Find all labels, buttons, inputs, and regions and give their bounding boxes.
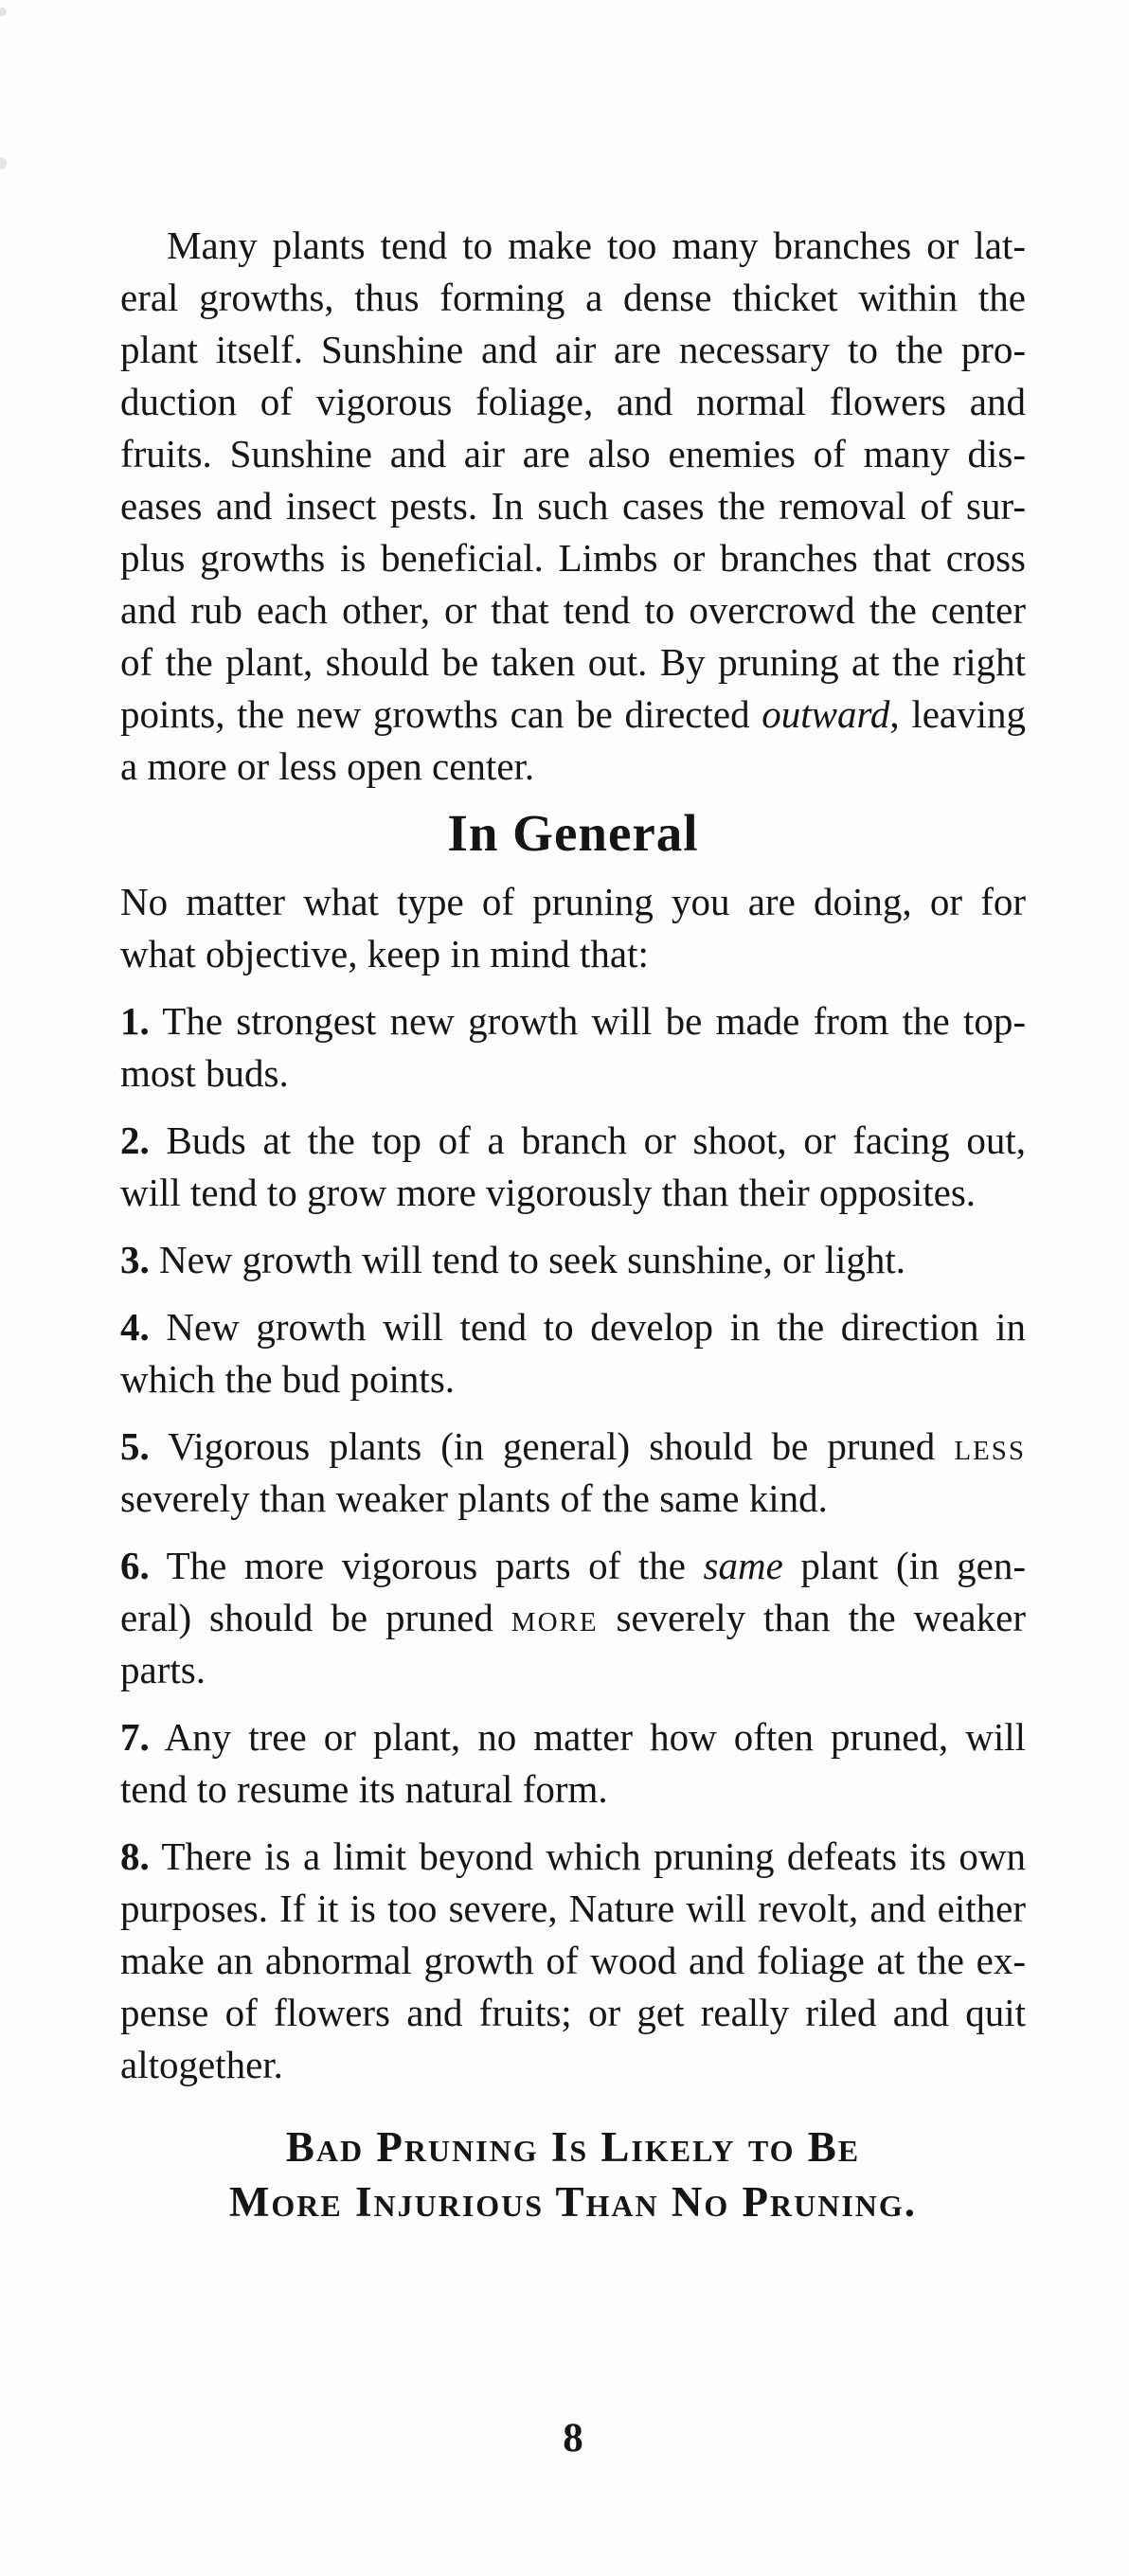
bold-text: 4. bbox=[120, 1305, 150, 1349]
section-heading: In General bbox=[447, 804, 699, 862]
small-caps-text: more bbox=[511, 1596, 599, 1639]
scan-artifact bbox=[0, 8, 7, 16]
text-line bbox=[120, 220, 1026, 272]
body-text: eral) should be pruned bbox=[120, 1596, 511, 1639]
list-item-1 bbox=[120, 995, 1026, 1100]
body-text: what objective, keep in mind that: bbox=[120, 932, 649, 975]
body-text: parts. bbox=[120, 1648, 206, 1691]
body-text: a more or less open center. bbox=[120, 744, 535, 788]
page-number: 8 bbox=[563, 2416, 583, 2460]
body-text: , leaving bbox=[889, 692, 1026, 736]
bold-text: 6. bbox=[120, 1544, 150, 1587]
list-item-3 bbox=[120, 1234, 1026, 1286]
body-text: plant (in gen- bbox=[782, 1544, 1026, 1587]
small-caps-text: less bbox=[954, 1424, 1026, 1468]
body-text: make an abnormal growth of wood and foliage at the ex- bbox=[120, 1939, 1026, 1982]
body-text: plant itself. Sunshine and air are necessary to the pro- bbox=[120, 328, 1026, 371]
body-text: altogether. bbox=[120, 2043, 283, 2086]
body-text: There is a limit beyond which pruning defeats its own bbox=[149, 1834, 1026, 1878]
text-block bbox=[120, 220, 1026, 2229]
text-line bbox=[120, 928, 1026, 980]
body-text: Many plants tend to make too many branches or lat- bbox=[167, 224, 1026, 267]
body-text: plus growths is beneficial. Limbs or branches that cross bbox=[120, 536, 1026, 580]
body-text: Vigorous plants (in general) should be pruned bbox=[149, 1424, 955, 1468]
text-line bbox=[120, 1711, 1026, 1763]
bold-text: 3. bbox=[120, 1238, 150, 1281]
body-text: The more vigorous parts of the bbox=[149, 1544, 704, 1587]
text-line bbox=[120, 1301, 1026, 1353]
body-text: New growth will tend to develop in the direction in bbox=[149, 1305, 1026, 1349]
italic-text: same bbox=[703, 1544, 783, 1587]
text-line bbox=[120, 1540, 1026, 1592]
body-text: No matter what type of pruning you are doing, or for bbox=[120, 880, 1026, 923]
italic-text: outward bbox=[762, 692, 890, 736]
body-text: severely than the weaker bbox=[598, 1596, 1026, 1639]
text-line bbox=[120, 1234, 1026, 1286]
body-text: of the plant, should be taken out. By pruning at the right bbox=[120, 640, 1026, 684]
body-text: tend to resume its natural form. bbox=[120, 1767, 608, 1811]
text-line bbox=[120, 636, 1026, 689]
list-item-2 bbox=[120, 1115, 1026, 1219]
bold-text: 2. bbox=[120, 1118, 150, 1162]
list-item-4 bbox=[120, 1301, 1026, 1405]
text-line bbox=[120, 741, 1026, 793]
text-line bbox=[120, 1115, 1026, 1167]
text-line bbox=[120, 428, 1026, 480]
text-line bbox=[120, 1763, 1026, 1816]
body-text: The strongest new growth will be made from the top- bbox=[149, 999, 1026, 1043]
list-item-6 bbox=[120, 1540, 1026, 1696]
text-line bbox=[120, 2039, 1026, 2091]
list-item-7 bbox=[120, 1711, 1026, 1816]
body-text: eral growths, thus forming a dense thicket within the bbox=[120, 276, 1026, 319]
closing-statement bbox=[120, 2120, 1026, 2229]
text-line bbox=[120, 1592, 1026, 1644]
section-intro-paragraph bbox=[120, 876, 1026, 980]
text-line bbox=[120, 1935, 1026, 1987]
text-line bbox=[120, 480, 1026, 532]
text-line bbox=[120, 376, 1026, 428]
text-line bbox=[120, 1353, 1026, 1405]
body-text: Buds at the top of a branch or shoot, or facing out, bbox=[149, 1118, 1026, 1162]
text-line bbox=[120, 1644, 1026, 1696]
bold-text: 1. bbox=[120, 999, 150, 1043]
body-text: purposes. If it is too severe, Nature will revolt, and either bbox=[120, 1887, 1026, 1930]
text-line bbox=[120, 324, 1026, 376]
body-text: New growth will tend to seek sunshine, or light. bbox=[149, 1238, 906, 1281]
text-line bbox=[120, 1167, 1026, 1219]
text-line bbox=[120, 1421, 1026, 1473]
body-text: points, the new growths can be directed bbox=[120, 692, 762, 736]
body-text: which the bud points. bbox=[120, 1357, 456, 1401]
closing-statement-line-2: More Injurious Than No Pruning. bbox=[228, 2178, 918, 2226]
body-text: will tend to grow more vigorously than their opposites. bbox=[120, 1171, 977, 1214]
list-item-5 bbox=[120, 1421, 1026, 1525]
body-text: eases and insect pests. In such cases the removal of sur- bbox=[120, 484, 1026, 528]
text-line bbox=[120, 532, 1026, 584]
scan-artifact bbox=[0, 157, 7, 170]
bold-text: 8. bbox=[120, 1834, 150, 1878]
text-line bbox=[120, 1987, 1026, 2039]
body-text: severely than weaker plants of the same kind. bbox=[120, 1476, 828, 1520]
opening-paragraph bbox=[120, 220, 1026, 793]
closing-statement-line-1: Bad Pruning Is Likely to Be bbox=[285, 2123, 861, 2171]
body-text: fruits. Sunshine and air are also enemies of many dis- bbox=[120, 432, 1026, 475]
text-line bbox=[120, 1473, 1026, 1525]
text-line bbox=[120, 1831, 1026, 1883]
list-item-8 bbox=[120, 1831, 1026, 2091]
text-line bbox=[120, 272, 1026, 324]
body-text: most buds. bbox=[120, 1051, 289, 1095]
bold-text: 5. bbox=[120, 1424, 150, 1468]
body-text: duction of vigorous foliage, and normal flowers and bbox=[120, 380, 1026, 423]
text-line bbox=[120, 995, 1026, 1047]
text-line bbox=[120, 1047, 1026, 1100]
body-text: Any tree or plant, no matter how often pruned, will bbox=[149, 1715, 1026, 1759]
text-line bbox=[120, 876, 1026, 928]
text-line bbox=[120, 584, 1026, 636]
body-text: pense of flowers and fruits; or get really riled and quit bbox=[120, 1991, 1026, 2034]
text-line bbox=[120, 689, 1026, 741]
bold-text: 7. bbox=[120, 1715, 150, 1759]
text-line bbox=[120, 1883, 1026, 1935]
body-text: and rub each other, or that tend to overcrowd the center bbox=[120, 588, 1026, 632]
